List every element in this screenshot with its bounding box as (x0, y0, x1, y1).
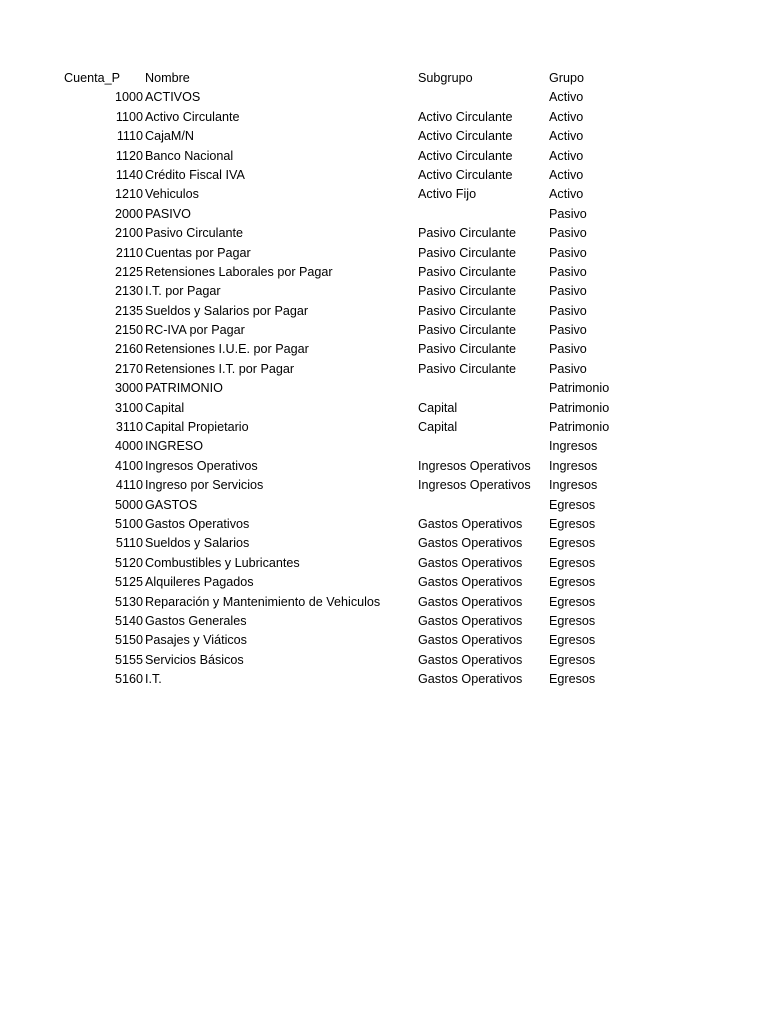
table-row (0, 593, 768, 612)
account-name: CajaM/N (145, 129, 194, 144)
account-code: 1000 (114, 90, 143, 105)
account-name: Sueldos y Salarios (145, 536, 250, 551)
table-row (0, 573, 768, 592)
table-row (0, 185, 768, 204)
account-name: PATRIMONIO (145, 381, 223, 396)
account-code: 2160 (114, 342, 143, 357)
account-code: 3110 (115, 420, 143, 435)
account-subgroup: Gastos Operativos (418, 516, 523, 531)
account-code: 5140 (114, 613, 143, 628)
account-group: Pasivo (549, 303, 587, 318)
account-group: Egresos (549, 633, 596, 648)
account-code: 2125 (114, 264, 143, 279)
account-group: Egresos (549, 613, 596, 628)
account-name: I.T. por Pagar (145, 284, 221, 299)
account-code: 1120 (115, 148, 143, 163)
account-name: Crédito Fiscal IVA (145, 167, 245, 182)
table-row (0, 340, 768, 359)
account-group: Egresos (549, 672, 596, 687)
table-row (0, 282, 768, 301)
table-row (0, 379, 768, 398)
account-code: 1100 (115, 109, 143, 124)
account-name: Reparación y Mantenimiento de Vehiculos (145, 594, 381, 609)
account-subgroup: Pasivo Circulante (418, 245, 516, 260)
table-row (0, 418, 768, 437)
account-group: Egresos (549, 497, 596, 512)
account-group: Patrimonio (549, 400, 610, 415)
account-subgroup: Pasivo Circulante (418, 342, 516, 357)
account-subgroup: Pasivo Circulante (418, 226, 516, 241)
table-row (0, 612, 768, 631)
account-subgroup: Pasivo Circulante (418, 361, 516, 376)
account-group: Egresos (549, 652, 596, 667)
account-name: Vehiculos (145, 187, 199, 202)
table-row (0, 263, 768, 282)
account-subgroup: Pasivo Circulante (418, 264, 516, 279)
account-code: 2100 (114, 226, 143, 241)
account-name: Retensiones I.T. por Pagar (145, 361, 295, 376)
table-row (0, 244, 768, 263)
account-name: Retensiones Laborales por Pagar (145, 264, 333, 279)
table-row (0, 554, 768, 573)
table-row (0, 515, 768, 534)
account-group: Egresos (549, 594, 596, 609)
account-group: Egresos (549, 575, 596, 590)
account-code: 5155 (114, 652, 143, 667)
account-name: Pasajes y Viáticos (145, 633, 247, 648)
account-group: Egresos (549, 555, 596, 570)
account-group: Activo (549, 148, 584, 163)
account-group: Pasivo (549, 245, 587, 260)
account-subgroup: Gastos Operativos (418, 613, 523, 628)
account-name: Combustibles y Lubricantes (145, 555, 300, 570)
account-group: Egresos (549, 536, 596, 551)
table-row (0, 321, 768, 340)
account-group: Pasivo (549, 226, 587, 241)
table-row (0, 205, 768, 224)
account-code: 2150 (114, 323, 143, 338)
account-group: Patrimonio (549, 381, 610, 396)
account-name: Alquileres Pagados (145, 575, 254, 590)
account-subgroup: Gastos Operativos (418, 575, 523, 590)
account-subgroup: Activo Circulante (418, 167, 513, 182)
account-subgroup: Activo Circulante (418, 148, 513, 163)
table-row (0, 476, 768, 495)
account-subgroup: Pasivo Circulante (418, 323, 516, 338)
account-name: I.T. (145, 672, 162, 687)
account-name: PASIVO (145, 206, 191, 221)
table-row (0, 496, 768, 515)
account-name: Retensiones I.U.E. por Pagar (145, 342, 309, 357)
account-code: 5110 (115, 536, 143, 551)
account-name: RC-IVA por Pagar (145, 323, 245, 338)
account-name: Ingresos Operativos (145, 458, 258, 473)
account-code: 2130 (114, 284, 143, 299)
table-row (0, 670, 768, 689)
account-code: 2110 (115, 245, 143, 260)
account-subgroup: Ingresos Operativos (418, 478, 531, 493)
account-name: Sueldos y Salarios por Pagar (145, 303, 309, 318)
account-group: Egresos (549, 516, 596, 531)
account-subgroup: Gastos Operativos (418, 594, 523, 609)
account-code: 5150 (114, 633, 143, 648)
account-group: Pasivo (549, 361, 587, 376)
table-row (0, 108, 768, 127)
account-group: Activo (549, 167, 584, 182)
account-name: Pasivo Circulante (145, 226, 243, 241)
table-body (0, 88, 768, 689)
account-group: Ingresos (549, 478, 598, 493)
account-name: Ingreso por Servicios (145, 478, 264, 493)
table-row (0, 534, 768, 553)
account-subgroup: Activo Circulante (418, 129, 513, 144)
account-group: Ingresos (549, 458, 598, 473)
account-code: 5160 (114, 672, 143, 687)
account-subgroup: Ingresos Operativos (418, 458, 531, 473)
account-code: 5130 (114, 594, 143, 609)
header-name: Nombre (145, 71, 190, 85)
account-group: Activo (549, 90, 584, 105)
account-code: 2135 (114, 303, 143, 318)
account-group: Pasivo (549, 206, 587, 221)
header-row (0, 69, 768, 88)
account-code: 4110 (115, 478, 143, 493)
accounts-table (0, 69, 768, 690)
account-name: Banco Nacional (145, 148, 234, 163)
account-name: Gastos Generales (145, 613, 247, 628)
account-subgroup: Capital (418, 400, 458, 415)
table-row (0, 399, 768, 418)
account-code: 1140 (115, 167, 143, 182)
account-code: 3000 (114, 381, 143, 396)
account-subgroup: Gastos Operativos (418, 536, 523, 551)
account-subgroup: Pasivo Circulante (418, 284, 516, 299)
account-group: Pasivo (549, 323, 587, 338)
table-row (0, 457, 768, 476)
table-row (0, 651, 768, 670)
account-subgroup: Pasivo Circulante (418, 303, 516, 318)
account-subgroup: Gastos Operativos (418, 652, 523, 667)
table-row (0, 224, 768, 243)
account-code: 5120 (114, 555, 143, 570)
account-name: Gastos Operativos (145, 516, 250, 531)
account-group: Pasivo (549, 264, 587, 279)
account-group: Pasivo (549, 284, 587, 299)
account-group: Patrimonio (549, 420, 610, 435)
account-code: 5125 (114, 575, 143, 590)
account-name: Activo Circulante (145, 109, 240, 124)
table-row (0, 147, 768, 166)
account-group: Ingresos (549, 439, 598, 454)
account-name: GASTOS (145, 497, 198, 512)
table-row (0, 88, 768, 107)
table-row (0, 437, 768, 456)
header-subgroup: Subgrupo (418, 71, 473, 85)
account-group: Activo (549, 129, 584, 144)
account-code: 4100 (114, 458, 143, 473)
account-code: 2000 (114, 206, 143, 221)
table-row (0, 360, 768, 379)
table-row (0, 127, 768, 146)
account-code: 3100 (114, 400, 143, 415)
account-code: 5000 (114, 497, 143, 512)
account-name: ACTIVOS (145, 90, 201, 105)
account-group: Activo (549, 109, 584, 124)
header-group: Grupo (549, 71, 585, 85)
account-code: 1210 (114, 187, 143, 202)
account-code: 5100 (114, 516, 143, 531)
account-subgroup: Capital (418, 420, 458, 435)
account-subgroup: Gastos Operativos (418, 633, 523, 648)
table-row (0, 302, 768, 321)
account-name: Capital Propietario (145, 420, 249, 435)
account-code: 2170 (114, 361, 143, 376)
account-group: Pasivo (549, 342, 587, 357)
table-row (0, 166, 768, 185)
account-code: 1110 (116, 129, 143, 144)
account-subgroup: Activo Fijo (418, 187, 477, 202)
account-name: Cuentas por Pagar (145, 245, 251, 260)
account-subgroup: Gastos Operativos (418, 672, 523, 687)
account-subgroup: Gastos Operativos (418, 555, 523, 570)
table-row (0, 631, 768, 650)
account-name: INGRESO (145, 439, 204, 454)
account-subgroup: Activo Circulante (418, 109, 513, 124)
account-code: 4000 (114, 439, 143, 454)
account-group: Activo (549, 187, 584, 202)
account-name: Servicios Básicos (145, 652, 244, 667)
account-name: Capital (145, 400, 185, 415)
header-code: Cuenta_P (64, 71, 121, 85)
